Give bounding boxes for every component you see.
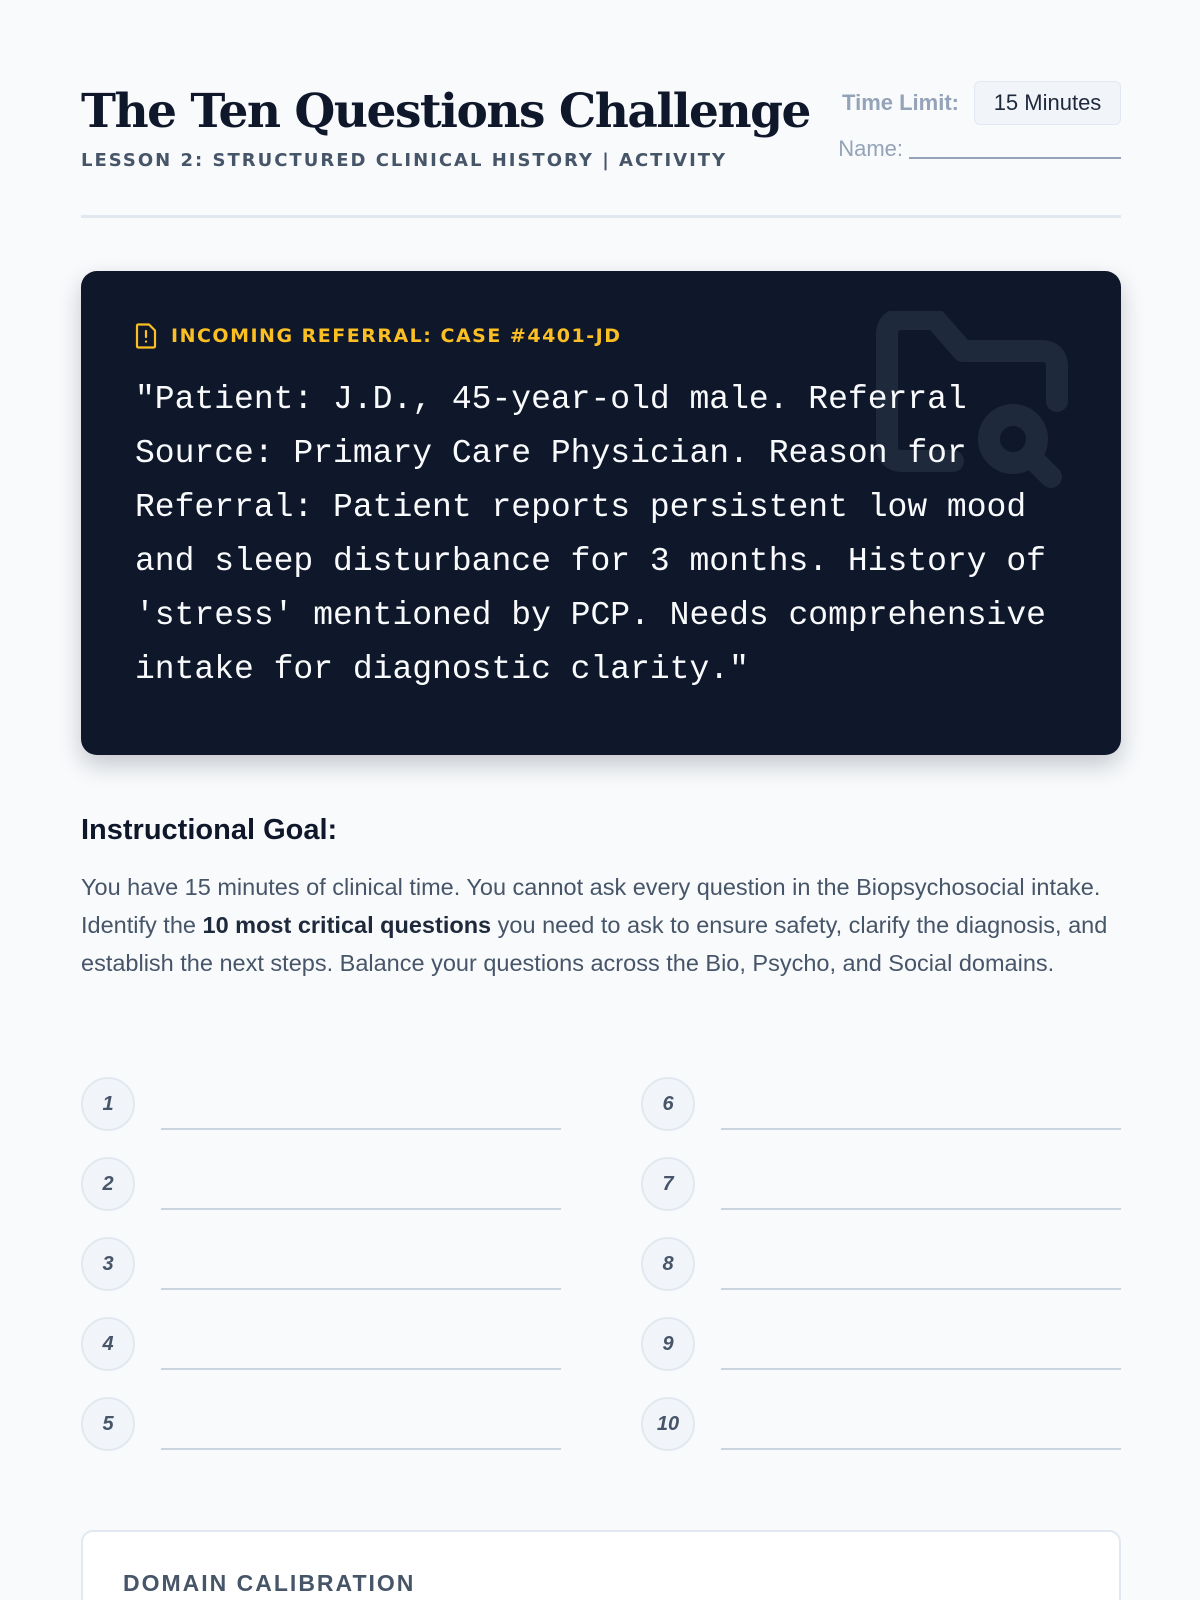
page-header <box>81 78 1121 218</box>
question-answer-line[interactable] <box>721 1077 1121 1130</box>
alert-file-icon <box>135 323 157 349</box>
question-answer-line[interactable] <box>161 1077 561 1130</box>
question-number: 6 <box>641 1077 695 1131</box>
question-answer-line[interactable] <box>721 1397 1121 1450</box>
question-number: 8 <box>641 1237 695 1291</box>
name-field[interactable] <box>909 157 1121 159</box>
time-limit-label: Time Limit: <box>842 90 959 115</box>
goal-title: Instructional Goal: <box>81 814 338 846</box>
worksheet-meta <box>821 81 1121 171</box>
question-answer-line[interactable] <box>721 1237 1121 1290</box>
question-number: 10 <box>641 1397 695 1451</box>
question-item <box>641 1157 1121 1213</box>
referral-header <box>135 323 621 349</box>
name-label: Name: <box>838 136 903 161</box>
question-number: 2 <box>81 1157 135 1211</box>
question-answer-line[interactable] <box>161 1157 561 1210</box>
question-answer-line[interactable] <box>161 1317 561 1370</box>
question-number: 3 <box>81 1237 135 1291</box>
question-item <box>641 1237 1121 1293</box>
question-item <box>641 1397 1121 1453</box>
goal-text-rest: you need to ask to ensure safety, clarify the diagnosis, and establish the next steps. Balance your questions across the Bio, Psycho, and Social domains. <box>81 912 1108 976</box>
question-answer-line[interactable] <box>161 1237 561 1290</box>
question-item <box>641 1077 1121 1133</box>
goal-text <box>81 868 1126 982</box>
domain-calibration-title: DOMAIN CALIBRATION <box>123 1570 416 1596</box>
question-item <box>641 1317 1121 1373</box>
question-number: 1 <box>81 1077 135 1131</box>
question-number: 9 <box>641 1317 695 1371</box>
time-limit-badge: 15 Minutes <box>974 81 1121 125</box>
goal-text-emphasis: 10 most critical questions <box>202 912 492 938</box>
page-title: The Ten Questions Challenge <box>81 84 810 139</box>
domain-calibration-card <box>81 1530 1121 1600</box>
question-item <box>81 1317 561 1373</box>
question-number: 4 <box>81 1317 135 1371</box>
referral-card <box>81 271 1121 755</box>
question-number: 5 <box>81 1397 135 1451</box>
question-answer-line[interactable] <box>161 1397 561 1450</box>
question-item <box>81 1397 561 1453</box>
page-subtitle: LESSON 2: STRUCTURED CLINICAL HISTORY | ACTIVITY <box>81 150 728 171</box>
question-number: 7 <box>641 1157 695 1211</box>
question-answer-line[interactable] <box>721 1157 1121 1210</box>
question-item <box>81 1157 561 1213</box>
referral-title: INCOMING REFERRAL: CASE #4401-JD <box>171 325 622 347</box>
goal-text-intro: You have 15 minutes of clinical time. You cannot ask every question in the Biopsychosocial intake. Identify the <box>81 874 1101 938</box>
question-item <box>81 1237 561 1293</box>
question-answer-line[interactable] <box>721 1317 1121 1370</box>
referral-text: "Patient: J.D., 45-year-old male. Referral Source: Primary Care Physician. Reason for Referral: Patient reports persistent low mood and sleep disturbance for 3 months. History of 'stress' mentioned by PCP. Needs comprehensive intake for diagnostic clarity." <box>135 381 1046 688</box>
question-item <box>81 1077 561 1133</box>
